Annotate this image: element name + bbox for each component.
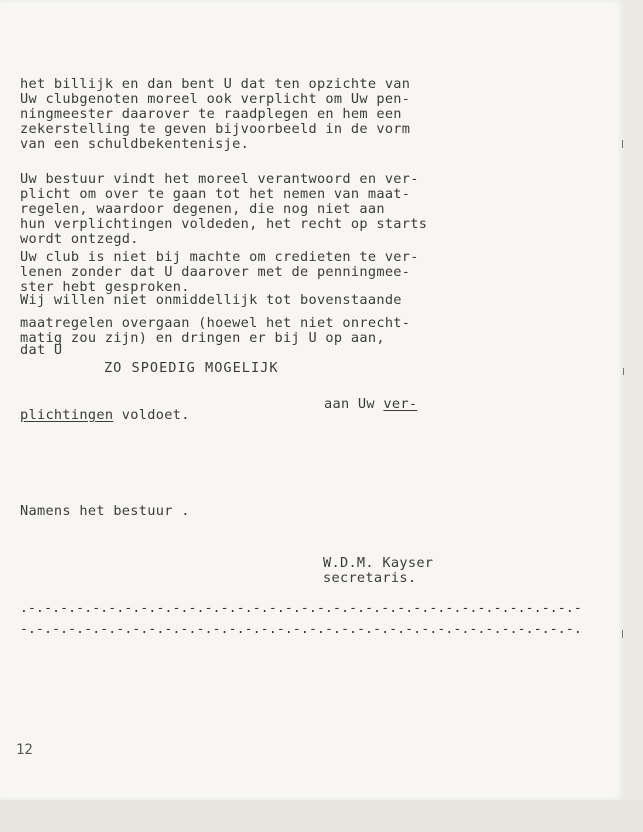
text-line: ster hebt gesproken.: [20, 279, 190, 295]
separator-line: -.-.-.-.-.-.-.-.-.-.-.-.-.-.-.-.-.-.-.-.-.-.-.-.-.-.-.-.-.-.-.-.-.-.-.: [20, 622, 582, 637]
text-line: regelen, waardoor degenen, die nog niet aan: [20, 201, 385, 217]
text-line: matig zou zijn) en dringen er bij U op aan,: [20, 330, 385, 346]
text-line: Uw clubgenoten moreel ook verplicht om Uw pen-: [20, 91, 411, 107]
emphasis-text: ZO SPOEDIG MOGELIJK: [104, 360, 279, 376]
text-line: lenen zonder dat U daarover met de penningmee-: [20, 264, 411, 280]
obligation-underlined: ver-: [383, 396, 418, 412]
scan-mark: [623, 368, 624, 375]
text-line: hun verplichtingen voldeden, het recht op starts: [20, 216, 428, 232]
scan-mark: [622, 140, 623, 148]
obligation-text-left: [20, 408, 190, 422]
text-line: ningmeester daarover te raadplegen en hem een: [20, 106, 402, 122]
text-line: Uw bestuur vindt het moreel verantwoord en ver-: [20, 171, 419, 187]
text-line: plicht om over te gaan tot het nemen van maat-: [20, 186, 411, 202]
page-number: 12: [16, 742, 33, 758]
text-line: Uw club is niet bij machte om credieten te ver-: [20, 249, 419, 265]
obligation-plain: aan Uw: [324, 396, 384, 412]
scan-mark: [622, 630, 623, 638]
obligation-text-right: [324, 397, 417, 411]
text-line: het billijk en dan bent U dat ten opzichte van: [20, 76, 411, 92]
signature-name: W.D.M. Kayser: [323, 555, 434, 571]
text-line: maatregelen overgaan (hoewel het niet onrecht-: [20, 315, 411, 331]
text-line: dat U: [20, 342, 63, 358]
page-edge: [624, 0, 643, 800]
closing-text: Namens het bestuur .: [20, 503, 190, 519]
text-line: van een schuldbekentenisje.: [20, 136, 250, 152]
page-bottom-margin: [0, 800, 643, 832]
text-line: zekerstelling te geven bijvoorbeeld in de vorm: [20, 121, 411, 137]
signature-title: secretaris.: [323, 570, 417, 586]
obligation-underlined: plichtingen: [20, 407, 114, 423]
text-line: Wij willen niet onmiddellijk tot bovenstaande: [20, 292, 402, 308]
obligation-plain: voldoet.: [113, 407, 190, 423]
separator-line: .-.-.-.-.-.-.-.-.-.-.-.-.-.-.-.-.-.-.-.-.-.-.-.-.-.-.-.-.-.-.-.-.-.-.-: [20, 601, 582, 616]
text-line: wordt ontzegd.: [20, 231, 139, 247]
